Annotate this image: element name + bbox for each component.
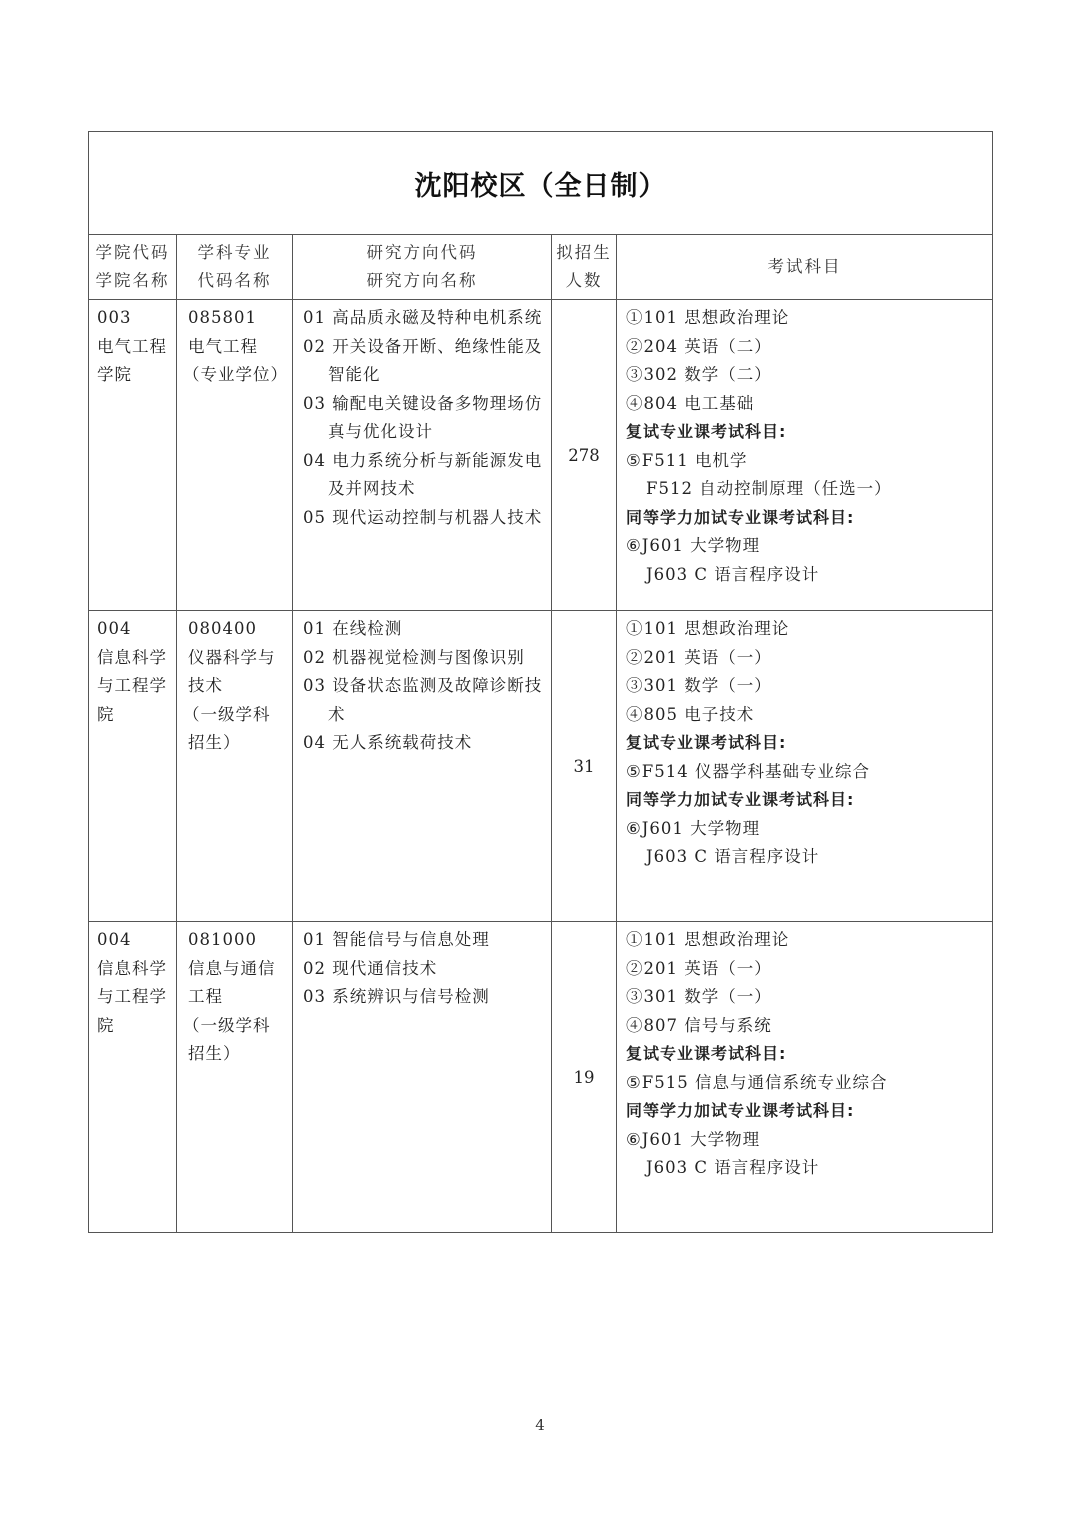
retest-heading: 复试专业课考试科目:	[626, 422, 787, 441]
college-cell: 004 信息科学 与工程学 院	[89, 611, 177, 922]
header-quota: 拟招生 人数	[552, 235, 617, 300]
retest-heading: 复试专业课考试科目:	[626, 1044, 787, 1063]
header-exams: 考试科目	[617, 235, 993, 300]
equivalent-heading: 同等学力加试专业课考试科目:	[626, 507, 855, 527]
page-title: 沈阳校区（全日制）	[414, 170, 667, 202]
major-cell: 081000 信息与通信 工程 （一级学科 招生）	[177, 922, 293, 1233]
direction-cell: 01 在线检测 02 机器视觉检测与图像识别 03 设备状态监测及故障诊断技 术 04 无人系统载荷技术	[293, 611, 552, 922]
header-direction: 研究方向代码 研究方向名称	[293, 235, 552, 300]
equivalent-heading: 同等学力加试专业课考试科目:	[626, 1101, 855, 1120]
major-cell: 085801 电气工程 （专业学位）	[177, 300, 293, 611]
exam-cell: ①101 思想政治理论 ②201 英语（一） ③301 数学（一） ④805 电子技术 复试专业课考试科目: ⑤F514 仪器学科基础专业综合 同等学力加试专业课考试科目: ⑥J601 大学物理 J603 C 语言程序设计	[617, 611, 993, 922]
direction-cell: 01 高品质永磁及特种电机系统 02 开关设备开断、绝缘性能及 智能化 03 输配电关键设备多物理场仿 真与优化设计 04 电力系统分析与新能源发电 及并网技术 05 现代运动控制与机器人技术	[293, 300, 552, 611]
admissions-table	[88, 131, 993, 1233]
page-number: 4	[535, 1416, 545, 1434]
exam-cell: ①101 思想政治理论 ②201 英语（一） ③301 数学（一） ④807 信号与系统 复试专业课考试科目: ⑤F515 信息与通信系统专业综合 同等学力加试专业课考试科目: ⑥J601 大学物理 J603 C 语言程序设计	[617, 922, 993, 1233]
exam-cell: ①101 思想政治理论 ②204 英语（二） ③302 数学（二） ④804 电工基础 复试专业课考试科目: ⑤F511 电机学 F512 自动控制原理（任选一） 同等学力加试专业课考试科目: ⑥J601 大学物理 J603 C 语言程序设计	[617, 300, 993, 611]
quota-cell: 19	[552, 922, 617, 1233]
college-cell: 003 电气工程 学院	[89, 300, 177, 611]
table-title-cell	[89, 132, 993, 235]
quota-cell: 278	[552, 300, 617, 611]
equivalent-heading: 同等学力加试专业课考试科目:	[626, 790, 855, 809]
quota-cell: 31	[552, 611, 617, 922]
retest-heading: 复试专业课考试科目:	[626, 733, 787, 752]
table-row	[89, 611, 993, 922]
table-row	[89, 922, 993, 1233]
header-major: 学科专业 代码名称	[177, 235, 293, 300]
direction-cell: 01 智能信号与信息处理 02 现代通信技术 03 系统辨识与信号检测	[293, 922, 552, 1233]
table-header-row	[89, 235, 993, 300]
table-row	[89, 300, 993, 611]
college-cell: 004 信息科学 与工程学 院	[89, 922, 177, 1233]
major-cell: 080400 仪器科学与 技术 （一级学科 招生）	[177, 611, 293, 922]
header-college: 学院代码 学院名称	[89, 235, 177, 300]
